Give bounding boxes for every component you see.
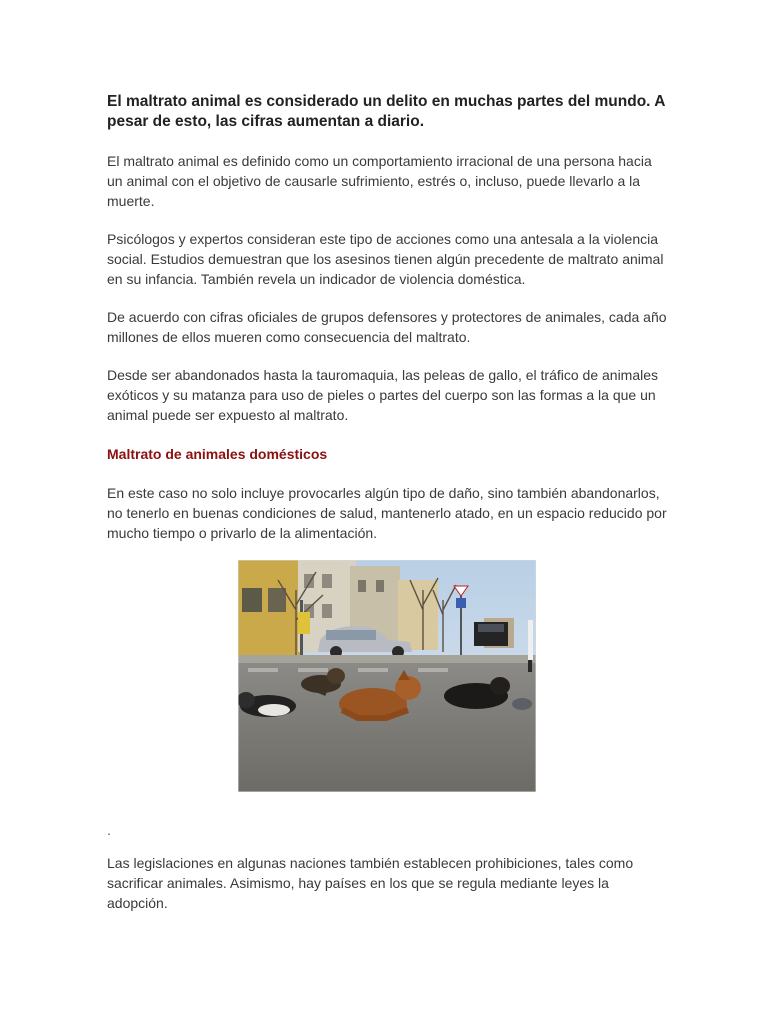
paragraph-statistics: De acuerdo con cifras oficiales de grupos defensores y protectores de animales, cada año millones de ellos mueren como consecuencia del maltrato. xyxy=(107,309,667,345)
section-heading: Maltrato de animales domésticos xyxy=(107,446,328,462)
article-headline: El maltrato animal es considerado un delito en muchas partes del mundo. A pesar de esto, las cifras aumentan a diario. xyxy=(107,93,665,130)
separator-dot: . xyxy=(107,822,111,838)
article-body xyxy=(107,92,667,931)
paragraph-legislation: Las legislaciones en algunas naciones también establecen prohibiciones, tales como sacrificar animales. Asimismo, hay países en los que se regula mediante leyes la adopción. xyxy=(107,855,634,911)
photo-container xyxy=(107,560,667,820)
paragraph-forms-of-abuse: Desde ser abandonados hasta la tauromaquia, las peleas de gallo, el tráfico de animales exóticos y su matanza para uso de pieles o partes del cuerpo son las formas a la que un animal puede ser expuesto al maltrato. xyxy=(107,367,659,423)
paragraph-psychology: Psicólogos y expertos consideran este tipo de acciones como una antesala a la violencia social. Estudios demuestran que los asesinos tienen algún precedente de maltrato animal en su infancia. También revela un indicador de violencia doméstica. xyxy=(107,231,664,287)
stray-dogs-photo xyxy=(238,560,536,792)
paragraph-definition: El maltrato animal es definido como un comportamiento irracional de una persona hacia un animal con el objetivo de causarle sufrimiento, estrés o, incluso, puede llevarlo a la muerte. xyxy=(107,153,652,209)
paragraph-domestic-abuse: En este caso no solo incluye provocarles algún tipo de daño, sino también abandonarlos, no tenerlo en buenas condiciones de salud, mantenerlo atado, en un espacio reducido por mucho tiempo o privarlo de la alimentación. xyxy=(107,485,667,541)
